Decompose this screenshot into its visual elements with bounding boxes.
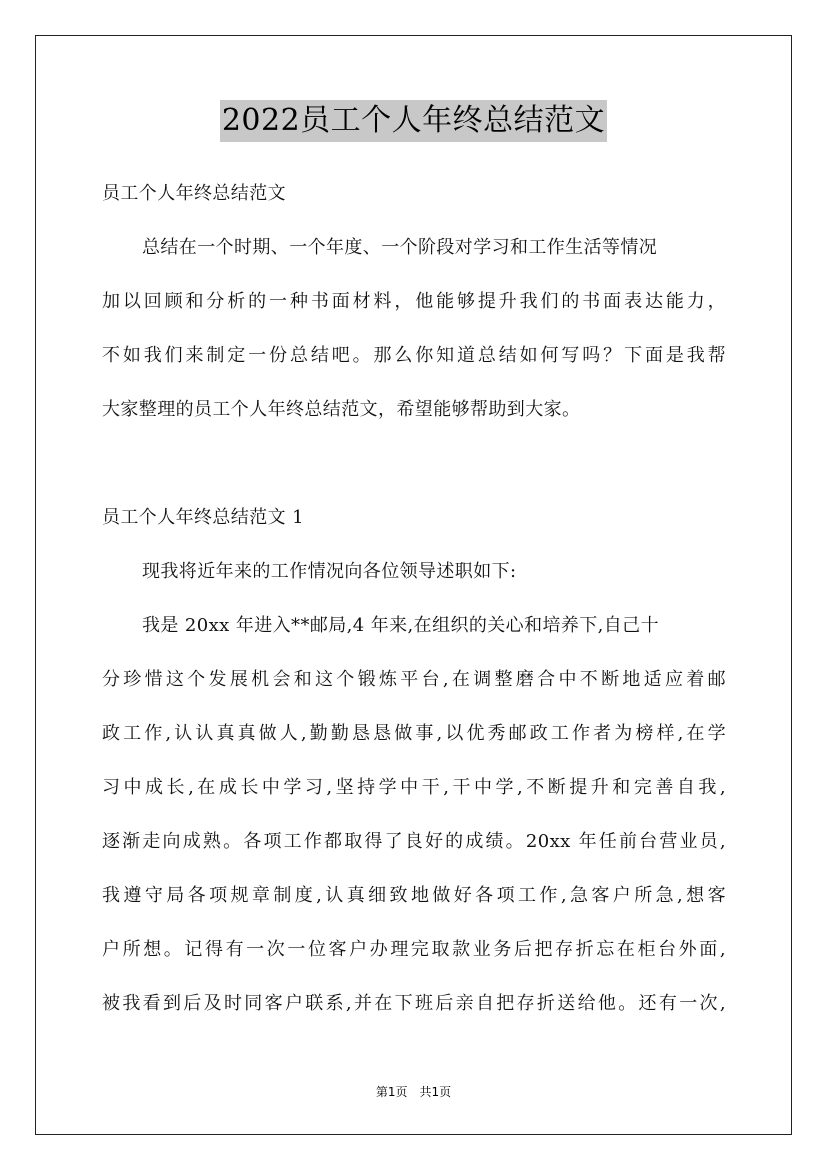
section-heading: 员工个人年终总结范文 1: [102, 507, 304, 528]
page-total: 共1页: [419, 1085, 452, 1099]
paragraph-line: 习中成长,在成长中学习,坚持学中干,干中学,不断提升和完善自我,: [102, 777, 726, 798]
paragraph-line: 总结在一个时期、一个年度、一个阶段对学习和工作生活等情况: [142, 237, 658, 258]
paragraph-line: 不如我们来制定一份总结吧。那么你知道总结如何写吗？下面是我帮: [102, 345, 726, 366]
paragraph-line: 被我看到后及时同客户联系,并在下班后亲自把存折送给他。还有一次,: [102, 993, 726, 1014]
paragraph-line: 现我将近年来的工作情况向各位领导述职如下:: [142, 561, 517, 582]
paragraph-line: 大家整理的员工个人年终总结范文，希望能够帮助到大家。: [102, 399, 581, 420]
paragraph-line: 分珍惜这个发展机会和这个锻炼平台,在调整磨合中不断地适应着邮: [102, 669, 726, 690]
page-footer: [0, 1083, 827, 1100]
section-heading: 员工个人年终总结范文: [102, 183, 286, 204]
paragraph-line: 我是 20xx 年进入**邮局,4 年来,在组织的关心和培养下,自己十: [142, 615, 659, 636]
document-title: 2022员工个人年终总结范文: [220, 100, 607, 142]
paragraph-line: 政工作,认认真真做人,勤勤恳恳做事,以优秀邮政工作者为榜样,在学: [102, 723, 726, 744]
paragraph-line: 加以回顾和分析的一种书面材料，他能够提升我们的书面表达能力，: [102, 291, 726, 312]
title-container: [0, 100, 827, 142]
paragraph-line: 逐渐走向成熟。各项工作都取得了良好的成绩。20xx 年任前台营业员,: [102, 831, 726, 852]
paragraph-line: 我遵守局各项规章制度,认真细致地做好各项工作,急客户所急,想客: [102, 885, 726, 906]
page-number: 第1页: [375, 1085, 408, 1099]
paragraph-line: 户所想。记得有一次一位客户办理完取款业务后把存折忘在柜台外面,: [102, 939, 726, 960]
